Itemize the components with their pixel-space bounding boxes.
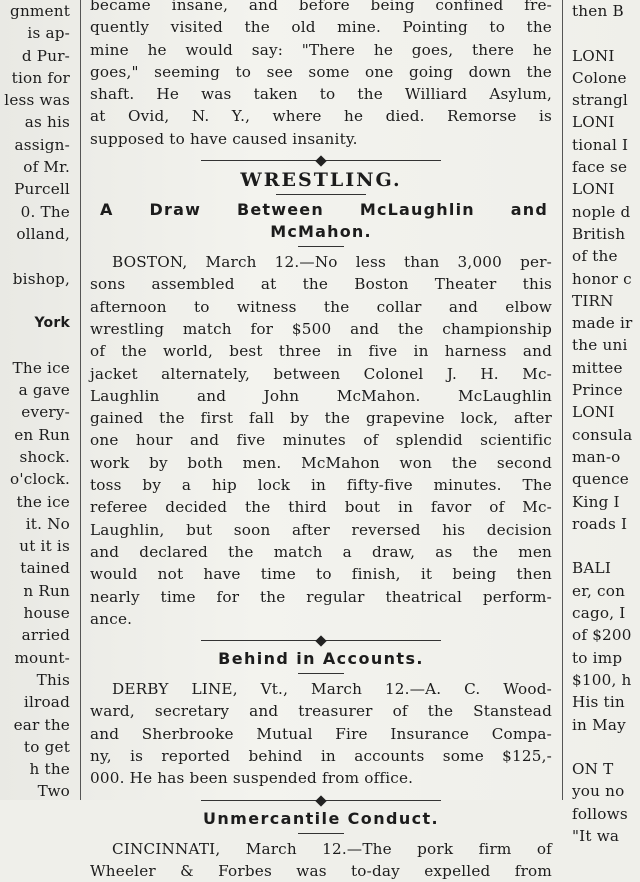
right-column-line	[572, 736, 640, 758]
article-line: DERBY LINE, Vt., March 12.—A. C. Wood-	[112, 680, 552, 699]
right-column-line: face se	[572, 158, 628, 177]
left-column-line: arried	[21, 626, 70, 645]
left-column-line: house	[23, 604, 70, 623]
right-column-line: LONI	[572, 180, 615, 199]
article-line: and Sherbrooke Mutual Fire Insurance Compa-	[90, 724, 552, 743]
behind-heading: Behind in Accounts.	[218, 649, 424, 669]
right-column-line: man-o	[572, 447, 621, 466]
subheading-rule	[298, 246, 344, 247]
article-line: and declared the match a draw, as the men	[90, 542, 552, 561]
left-column-line: The ice	[12, 358, 70, 377]
article-line: wrestling match for $500 and the championship	[90, 319, 552, 338]
intro-paragraph	[90, 0, 552, 150]
column-rule-right	[562, 0, 563, 800]
article-line: jacket alternately, between Colonel J. H. Mc-	[90, 364, 552, 383]
article-line: Laughlin, but soon after reversed his decision	[90, 520, 552, 539]
intro-line: at Ovid, N. Y., where he died. Remorse is	[90, 107, 552, 126]
right-column-line: British	[572, 224, 626, 243]
right-column-line	[572, 535, 640, 557]
article-line: referee decided the third bout in favor of Mc-	[90, 498, 552, 517]
left-column-line: o'clock.	[10, 470, 70, 489]
left-column-line: olland,	[16, 224, 70, 243]
left-column-line: it. No	[25, 514, 70, 533]
article-line: one hour and five minutes of splendid scientific	[90, 431, 552, 450]
article-line: 000. He has been suspended from office.	[90, 769, 414, 788]
intro-line: became insane, and before being confined fre-	[90, 0, 552, 14]
right-column	[572, 0, 640, 845]
right-column-line: Colone	[572, 68, 627, 87]
left-column-line: This	[36, 670, 70, 689]
left-column-line	[0, 245, 72, 267]
right-column-line: er, con	[572, 581, 626, 600]
left-column-line: tained	[20, 559, 70, 578]
right-column-line: Prince	[572, 381, 623, 400]
article-line: ward, secretary and treasurer of the Stanstead	[90, 702, 552, 721]
right-column-line: cago, I	[572, 604, 626, 623]
heading-rule	[298, 673, 344, 674]
right-column-line: the uni	[572, 336, 628, 355]
left-column	[0, 0, 72, 800]
subheading-line: A Draw Between McLaughlin and	[100, 200, 548, 220]
unmercantile-article	[90, 838, 552, 882]
left-column-line: York	[34, 315, 70, 332]
article-line: of the world, best three in five in harness and	[90, 342, 552, 361]
right-column-line: in May	[572, 715, 626, 734]
section-divider	[201, 796, 441, 806]
right-column-line: mittee	[572, 358, 623, 377]
article-line: sons assembled at the Boston Theater this	[90, 275, 552, 294]
right-column-line: LONI	[572, 403, 615, 422]
left-column-line: ut it is	[19, 537, 70, 556]
left-column-line: bishop,	[12, 269, 70, 288]
article-line: would not have time to finish, it being then	[90, 565, 552, 584]
right-column-line: "It wa	[572, 826, 620, 845]
heading-rule	[276, 194, 366, 195]
right-column-line: quence	[572, 470, 629, 489]
left-column-line: gnment	[10, 2, 70, 20]
right-column-line: BALI	[572, 559, 612, 578]
intro-line: quently visited the old mine. Pointing to the	[90, 18, 552, 37]
heading-rule	[298, 833, 344, 834]
intro-line: goes," seeming to see some one going down the	[90, 62, 552, 81]
right-column-line: His tin	[572, 693, 625, 712]
right-column-line: roads I	[572, 514, 628, 533]
right-column-line	[572, 22, 640, 44]
right-column-line: consula	[572, 425, 633, 444]
left-column-line: is ap-	[27, 24, 70, 43]
article-line: Wheeler & Forbes was to-day expelled from	[90, 861, 552, 880]
section-divider	[201, 636, 441, 646]
middle-column	[90, 0, 552, 880]
left-column-line: en Run	[14, 425, 70, 444]
left-column-line: h the	[29, 760, 70, 779]
intro-line: shaft. He was taken to the Williard Asylum,	[90, 85, 552, 104]
right-column-line: to imp	[572, 648, 623, 667]
left-column-line: the ice	[16, 492, 70, 511]
right-column-line: $100, h	[572, 670, 632, 689]
left-column-line: ilroad	[23, 693, 70, 712]
wrestling-subheading	[90, 199, 552, 243]
article-line: afternoon to witness the collar and elbow	[90, 297, 552, 316]
left-column-line: d Pur-	[21, 46, 70, 65]
left-column-line: tion for	[11, 68, 70, 87]
article-line: nearly time for the regular theatrical perform-	[90, 587, 552, 606]
article-line: work by both men. McMahon won the second	[90, 453, 552, 472]
right-column-line: of the	[572, 247, 618, 266]
left-column-line: Two	[37, 782, 70, 801]
wrestling-heading: WRESTLING.	[240, 169, 402, 192]
left-column-line: every-	[21, 403, 70, 422]
right-column-line: King I	[572, 492, 620, 511]
subheading-line: McMahon.	[270, 222, 372, 242]
wrestling-article	[90, 251, 552, 630]
left-column-line: 0. The	[20, 202, 70, 221]
left-column-line: assign-	[14, 135, 70, 154]
left-column-line: shock.	[19, 447, 70, 466]
right-column-line: strangl	[572, 91, 628, 110]
section-divider	[201, 156, 441, 166]
unmercantile-heading: Unmercantile Conduct.	[202, 808, 440, 828]
left-column-line: of Mr.	[23, 158, 70, 177]
intro-line: supposed to have caused insanity.	[90, 129, 358, 148]
left-column-line: as his	[24, 113, 70, 132]
article-line: ny, is reported behind in accounts some $125,-	[90, 747, 552, 766]
left-column-line: a gave	[18, 381, 70, 400]
right-column-line: LONI	[572, 46, 615, 65]
article-line: gained the first fall by the grapevine lock, after	[90, 409, 552, 428]
right-column-line: nople d	[572, 202, 631, 221]
behind-article	[90, 678, 552, 789]
column-rule-left	[80, 0, 81, 800]
right-column-line: you no	[572, 782, 625, 801]
article-line: CINCINNATI, March 12.—The pork firm of	[112, 839, 552, 858]
article-line: ance.	[90, 609, 133, 628]
left-column-line	[0, 334, 72, 356]
left-column-line	[0, 290, 72, 312]
intro-line: mine he would say: "There he goes, there he	[90, 40, 552, 59]
left-column-line: mount-	[14, 648, 70, 667]
left-column-line: less was	[4, 91, 70, 110]
right-column-line: LONI	[572, 113, 615, 132]
left-column-line: Purcell	[14, 180, 70, 199]
right-column-line: tional I	[572, 135, 629, 154]
right-column-line: of $200	[572, 626, 632, 645]
left-column-line: ear the	[13, 715, 70, 734]
article-line: Laughlin and John McMahon. McLaughlin	[90, 386, 552, 405]
right-column-line: TIRN	[572, 291, 614, 310]
right-column-line: follows	[572, 804, 628, 823]
article-line: toss by a hip lock in fifty-five minutes. The	[90, 476, 552, 495]
article-line: BOSTON, March 12.—No less than 3,000 per-	[112, 253, 552, 272]
left-column-line: n Run	[23, 581, 70, 600]
right-column-line: ON T	[572, 760, 614, 779]
right-column-line: then B	[572, 2, 624, 20]
left-column-line: to get	[23, 737, 70, 756]
right-column-line: made ir	[572, 314, 633, 333]
right-column-line: honor c	[572, 269, 632, 288]
